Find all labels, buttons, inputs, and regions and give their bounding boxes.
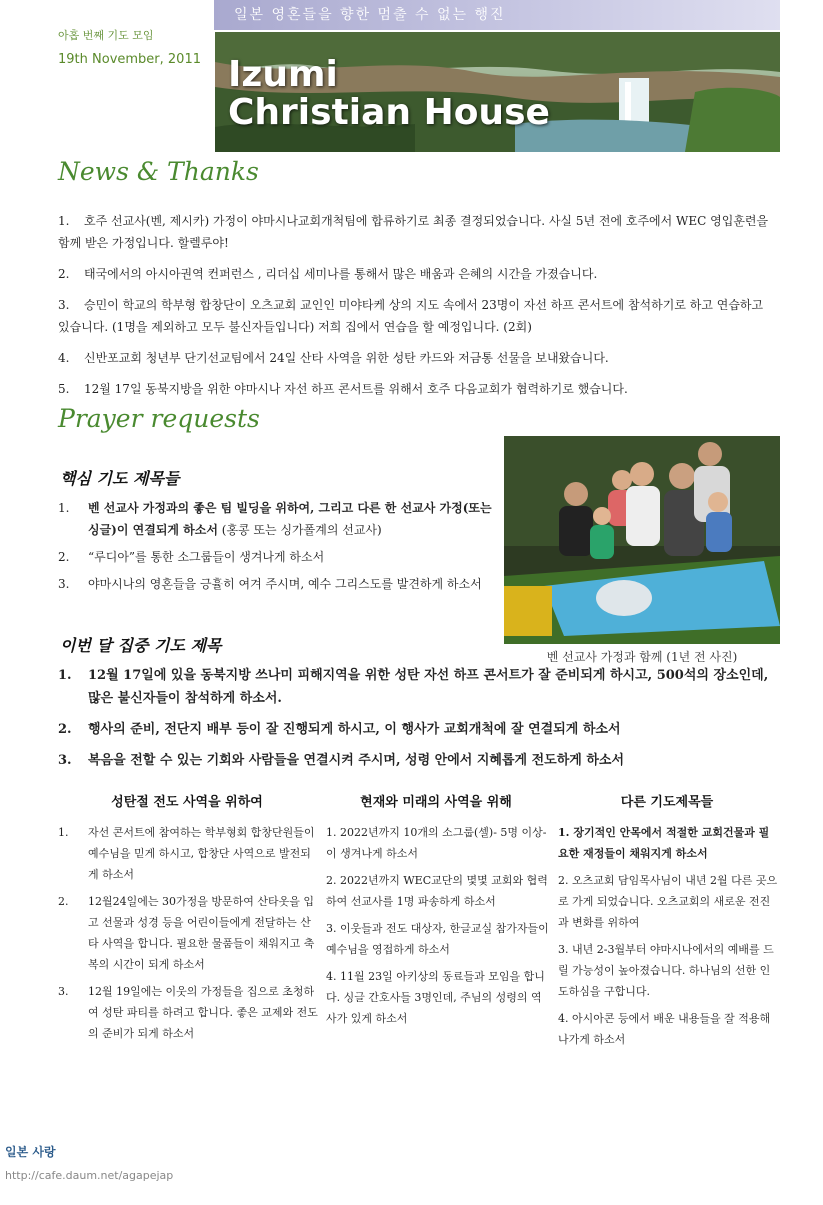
prayer-section-title: Prayer requests: [58, 404, 260, 433]
family-photo: [504, 436, 780, 644]
column3-heading: 다른 기도제목들: [620, 795, 714, 810]
column3-item: [558, 822, 778, 864]
news-item-number: 1.: [58, 214, 70, 228]
core-prayer-text: “루디아”를 통한 소그룹들이 생겨나게 하소서: [88, 550, 325, 564]
column-item-text: 1. 2022년까지 10개의 소그룹(셀)- 5명 이상- 이 생겨나게 하소서: [326, 826, 547, 860]
news-item: [58, 294, 778, 338]
news-item: [58, 210, 778, 254]
family-photo-image: [504, 436, 780, 644]
core-prayer-number: 1.: [58, 501, 70, 515]
focus-prayer-number: 2.: [58, 722, 72, 737]
waterfall-banner: [215, 32, 780, 152]
column1-item: [58, 891, 320, 975]
column1-item: [58, 981, 320, 1044]
column2-item: [326, 966, 552, 1029]
focus-prayer-text: 복음을 전할 수 있는 기회와 사람들을 연결시켜 주시며, 성령 안에서 지혜롭게 전도하게 하소서: [88, 753, 625, 768]
footer-url-link[interactable]: http://cafe.daum.net/agapejap: [5, 1169, 174, 1182]
column1-list: [58, 822, 320, 1050]
news-item: [58, 378, 778, 400]
column1-item: [58, 822, 320, 885]
focus-prayer-item: [58, 749, 778, 772]
column-item-text: 자선 콘서트에 참여하는 학부형회 합창단원들이 예수님을 믿게 하시고, 합창단 사역으로 발전되게 하소서: [88, 826, 315, 881]
column-item-text: 3. 이웃들과 전도 대상자, 한글교실 참가자들이 예수님을 영접하게 하소서: [326, 922, 549, 956]
core-prayer-list: [58, 497, 496, 600]
column-item-text: 2. 2022년까지 WEC교단의 몇몇 교회와 협력하여 선교사를 1명 파송하게 하소서: [326, 874, 548, 908]
news-item-number: 4.: [58, 351, 70, 365]
core-prayer-item: [58, 497, 496, 541]
column3-item: [558, 939, 778, 1002]
column3-list: [558, 822, 778, 1056]
banner-tagline-bar: [214, 0, 780, 30]
news-item-number: 5.: [58, 382, 70, 396]
news-item-text: 승민이 학교의 학부형 합창단이 오츠교회 교인인 미야타케 상의 지도 속에서 23명이 자선 하프 콘서트에 참석하기로 하고 연습하고 있습니다. (1명을 제외하고 모두 불신자들입니다) 저희 집에서 연습을 할 예정입니다. (2회): [58, 298, 764, 334]
core-prayer-body: [88, 501, 492, 537]
core-prayer-number: 2.: [58, 550, 70, 564]
focus-prayer-number: 1.: [58, 668, 72, 683]
core-prayer-title: 핵심 기도 제목들: [60, 469, 180, 488]
column-item-text: 2. 오츠교회 담임목사님이 내년 2월 다른 곳으로 가게 되었습니다. 오츠교회의 새로운 전진과 변화를 위하여: [558, 874, 778, 929]
column-item-number: 3.: [58, 985, 69, 998]
focus-prayer-title: 이번 달 집중 기도 제목: [60, 636, 222, 655]
column2-heading: 현재와 미래의 사역을 위해: [360, 795, 512, 810]
focus-prayer-item: [58, 718, 778, 741]
banner-title-line1: Izumi: [228, 54, 338, 95]
core-prayer-bold-text: 벤 선교사 가정과의 좋은 팀 빌딩을 위하여, 그리고 다른 한 선교사 가정(또는 싱글)이 연결되게 하소서: [88, 501, 492, 537]
column3-item: [558, 870, 778, 933]
column2-item: [326, 870, 552, 912]
photo-caption: 벤 선교사 가정과 함께 (1년 전 사진): [546, 650, 738, 664]
core-prayer-number: 3.: [58, 577, 70, 591]
news-item-text: 태국에서의 아시아권역 컨퍼런스 , 리더십 세미나를 통해서 많은 배움과 은혜의 시간을 가졌습니다.: [84, 267, 598, 281]
column2-list: [326, 822, 552, 1035]
focus-prayer-number: 3.: [58, 753, 72, 768]
core-prayer-text: 야마시나의 영혼들을 긍휼히 여겨 주시며, 예수 그리스도를 발견하게 하소서: [88, 577, 482, 591]
news-section-title: News & Thanks: [58, 157, 259, 186]
column-item-text: 1. 장기적인 안목에서 적절한 교회건물과 필요한 재정들이 채워지게 하소서: [558, 826, 770, 860]
core-prayer-body: [88, 550, 324, 564]
column-item-text: 4. 아시아콘 등에서 배운 내용들을 잘 적용해나가게 하소서: [558, 1012, 771, 1046]
core-prayer-item: [58, 573, 496, 595]
news-item-text: 12월 17일 동북지방을 위한 야마시나 자선 하프 콘서트를 위해서 호주 다음교회가 협력하기로 했습니다.: [84, 382, 628, 396]
banner-title: [228, 56, 550, 132]
footer-site-name: 일본 사랑: [5, 1145, 56, 1159]
column1-heading: 성탄절 전도 사역을 위하여: [111, 795, 263, 810]
core-prayer-text: (홍콩 또는 싱가폴계의 선교사): [217, 523, 382, 537]
focus-prayer-text: 행사의 준비, 전단지 배부 등이 잘 진행되게 하시고, 이 행사가 교회개척에 잘 연결되게 하소서: [88, 722, 621, 737]
column-item-text: 4. 11월 23일 아키상의 동료들과 모임을 합니다. 싱글 간호사들 3명인데, 주님의 성령의 역사가 있게 하소서: [326, 970, 545, 1025]
column2-item: [326, 822, 552, 864]
news-item: [58, 347, 778, 369]
issue-label: 아홉 번째 기도 모임: [58, 29, 154, 42]
banner-title-line2: Christian House: [228, 92, 550, 133]
news-item: [58, 263, 778, 285]
column-item-text: 12월 19일에는 이웃의 가정들을 집으로 초청하여 성탄 파티를 하려고 합니다. 좋은 교제와 전도의 준비가 되게 하소서: [88, 985, 318, 1040]
column3-item: [558, 1008, 778, 1050]
banner-tagline: 일본 영혼들을 향한 멈출 수 없는 행진: [234, 7, 506, 23]
news-item-text: 호주 선교사(벤, 제시카) 가정이 야마시나교회개척팀에 합류하기로 최종 결정되었습니다. 사실 5년 전에 호주에서 WEC 영입훈련을 함께 받은 가정입니다. 할렐루야!: [58, 214, 769, 250]
core-prayer-body: [88, 577, 482, 591]
column-item-number: 1.: [58, 826, 69, 839]
news-list: [58, 210, 778, 409]
news-item-text: 신반포교회 청년부 단기선교팀에서 24일 산타 사역을 위한 성탄 카드와 저금통 선물을 보내왔습니다.: [84, 351, 609, 365]
core-prayer-item: [58, 546, 496, 568]
focus-prayer-text: 12월 17일에 있을 동북지방 쓰나미 피해지역을 위한 성탄 자선 하프 콘서트가 잘 준비되게 하시고, 500석의 장소인데, 많은 불신자들이 참석하게 하소서.: [88, 668, 769, 706]
focus-prayer-list: [58, 664, 778, 780]
column-item-text: 12월24일에는 30가정을 방문하여 산타옷을 입고 선물과 성경 등을 어린이들에게 전달하는 산타 사역을 합니다. 필요한 물품들이 채워지고 축복의 시간이 되게 하소서: [88, 895, 315, 971]
column-item-number: 2.: [58, 895, 69, 908]
news-item-number: 3.: [58, 298, 70, 312]
column-item-text: 3. 내년 2-3월부터 야마시나에서의 예배를 드릴 가능성이 높아졌습니다. 하나님의 선한 인도하심을 구합니다.: [558, 943, 774, 998]
focus-prayer-item: [58, 664, 778, 710]
column2-item: [326, 918, 552, 960]
news-item-number: 2.: [58, 267, 70, 281]
issue-date: 19th November, 2011: [58, 52, 201, 67]
